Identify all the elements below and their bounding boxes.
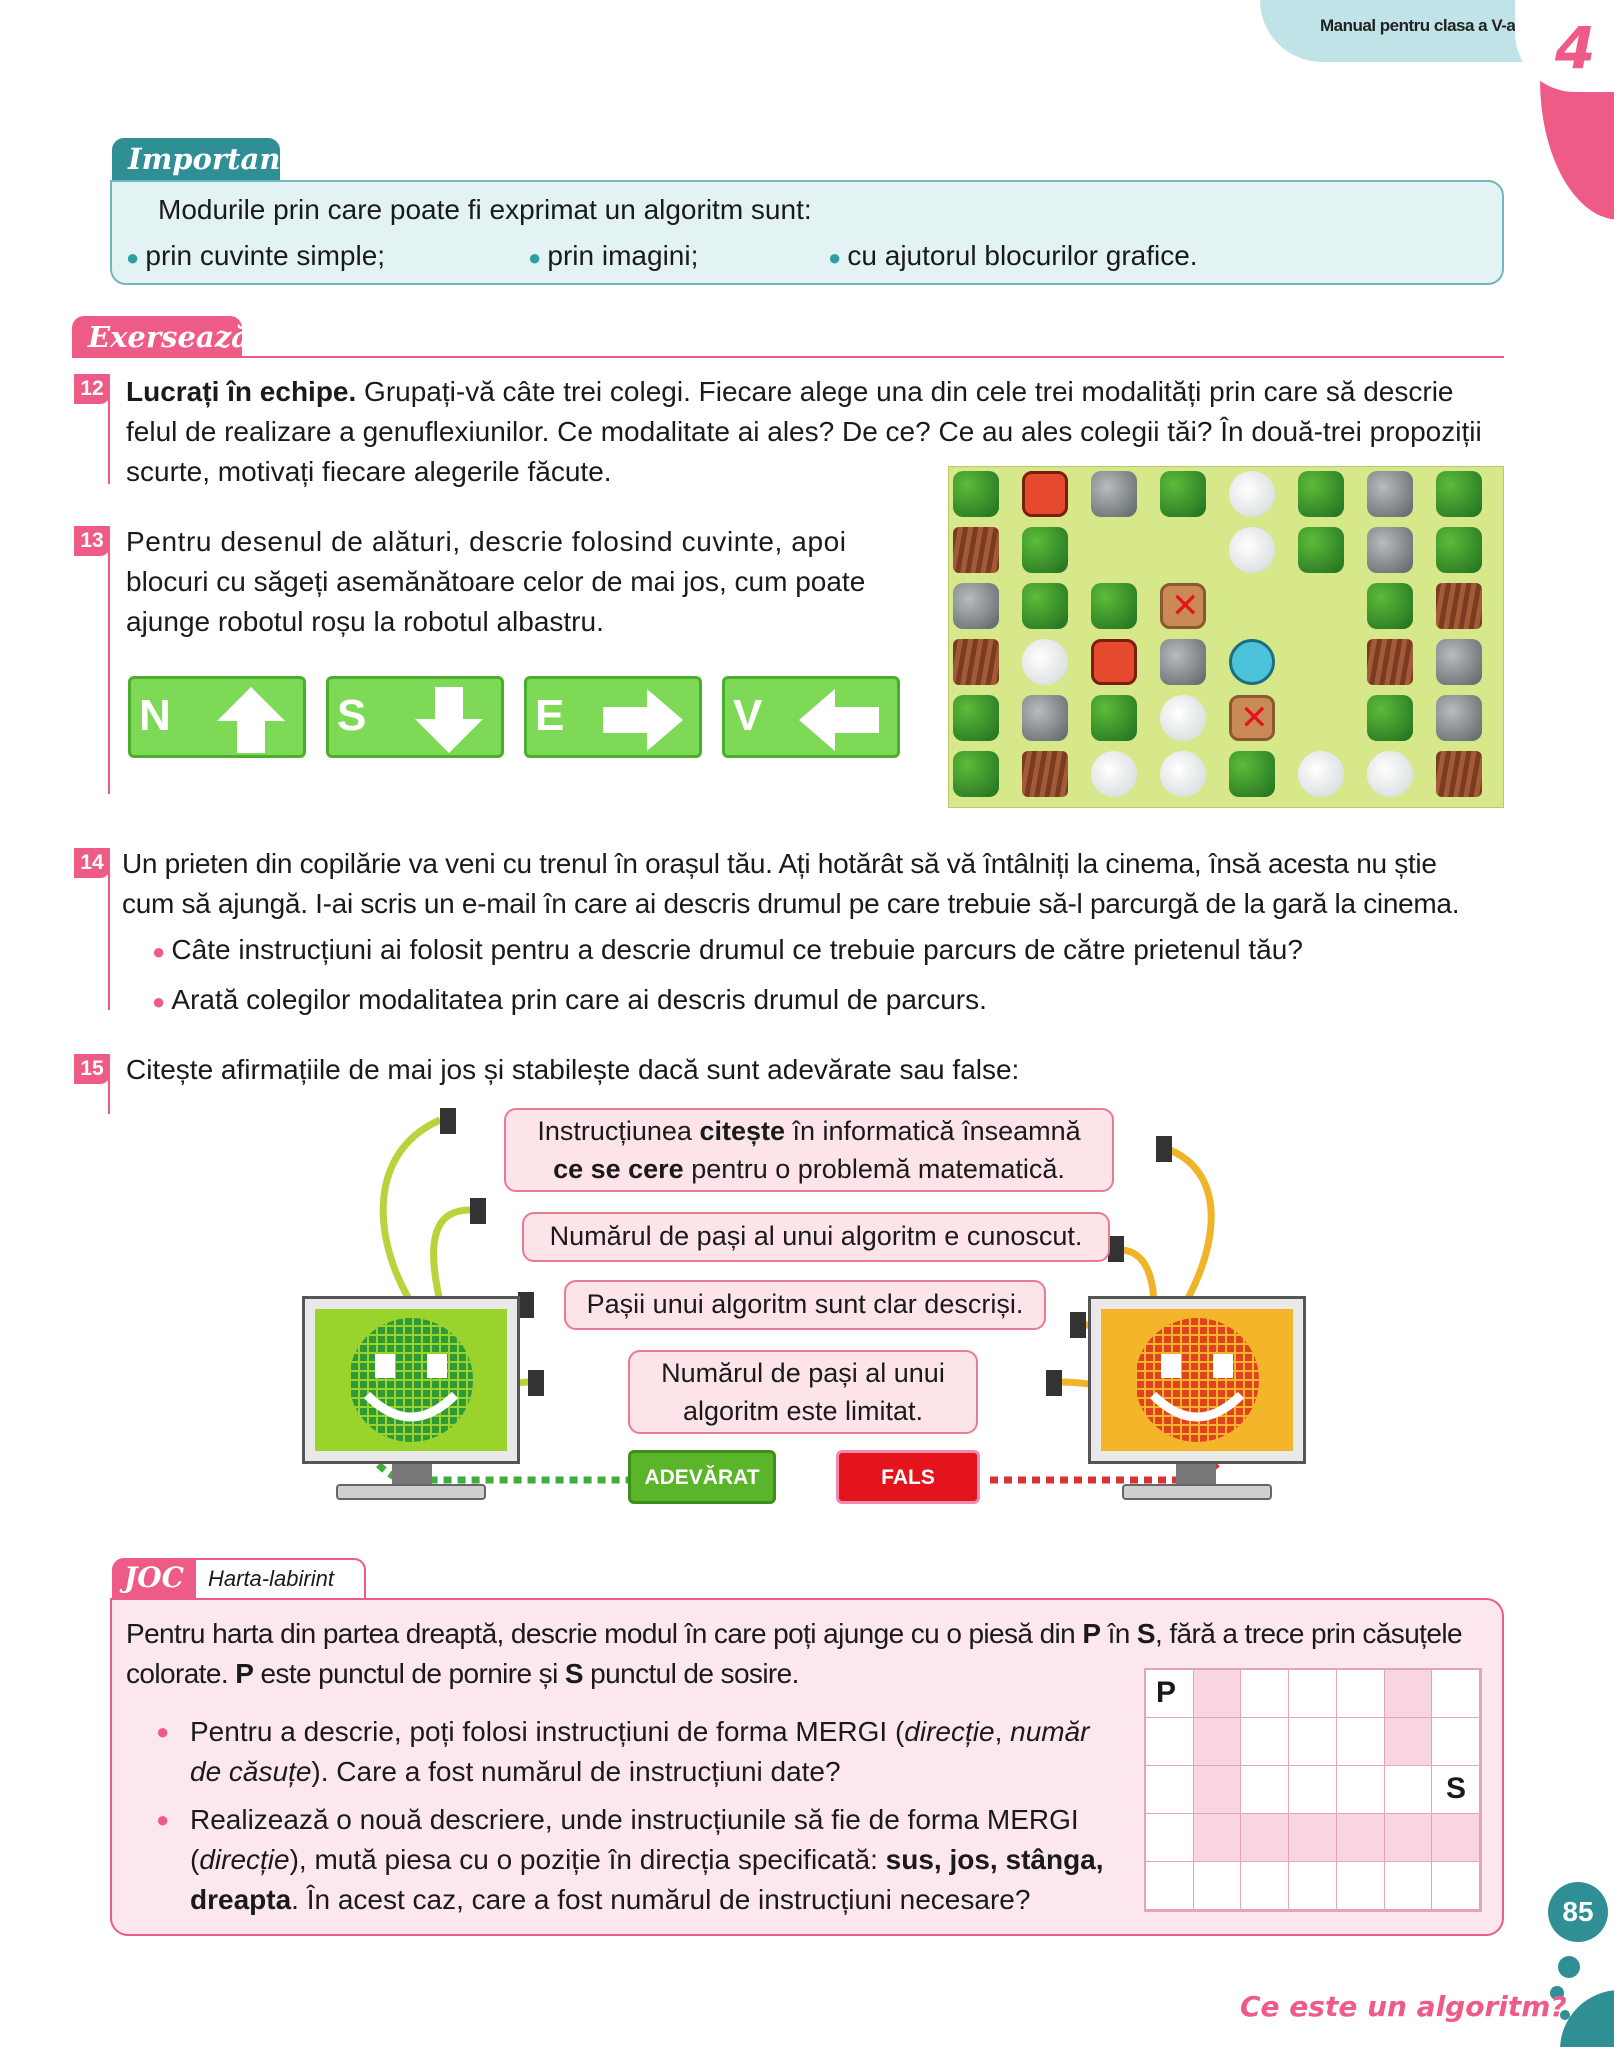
game-bullets: ● Pentru a descrie, poți folosi instrucțiuni de forma MERGI (direcție, număr de căsuțe). Care a fost numărul de instrucțiuni date? ● Realizează o nouă descriere, unde instrucțiunile să fie de forma MERGI (direcție), mută piesa cu o poziție în direcția specificată: sus, jos, stânga, dreapta. În acest caz, care a fost numărul de instrucțiuni necesare?	[156, 1712, 1128, 1920]
corner-decor	[1560, 1990, 1614, 2047]
bush-tile	[953, 471, 999, 517]
stone-tile	[953, 583, 999, 629]
statement-1[interactable]: Instrucțiunea citește în informatică înseamnă ce se cere pentru o problemă matematică.	[504, 1108, 1114, 1192]
stone-tile	[1160, 639, 1206, 685]
red-robot-icon	[1091, 639, 1137, 685]
block-west: V	[722, 676, 900, 758]
labyrinth-grid	[1144, 1668, 1482, 1912]
map-tile	[1367, 527, 1413, 573]
grid-cell	[1289, 1862, 1337, 1910]
chapter-number: 4	[1555, 14, 1596, 82]
grid-cell	[1432, 1862, 1480, 1910]
bullet-icon: ●	[156, 1807, 170, 1832]
bullet-icon: ●	[126, 245, 146, 270]
smiley-icon	[315, 1309, 507, 1451]
stone-tile	[1091, 471, 1137, 517]
grid-cell	[1337, 1814, 1385, 1862]
grid-cell	[1194, 1862, 1242, 1910]
monitor-happy-orange	[1088, 1296, 1306, 1464]
rock-tile	[1229, 471, 1275, 517]
grid-cell	[1385, 1814, 1433, 1862]
crate-tile: ✕	[1160, 583, 1206, 629]
important-item: ● prin cuvinte simple;	[126, 240, 386, 271]
grid-cell	[1241, 1670, 1289, 1718]
grid-cell	[1337, 1670, 1385, 1718]
exercise-13-text: Pentru desenul de alături, descrie folosind cuvinte, apoi blocuri cu săgeți asemănătoare celor de mai jos, cum poate ajunge robotul roșu la robotul albastru.	[126, 526, 866, 637]
smiley-icon	[1101, 1309, 1293, 1451]
exercise-number: 14	[74, 848, 110, 878]
important-label: Important	[112, 138, 280, 180]
rock-tile	[1160, 695, 1206, 741]
bush-tile	[1160, 471, 1206, 517]
bush-tile	[1298, 471, 1344, 517]
map-tile	[1229, 527, 1275, 573]
bullet-icon: ●	[156, 1719, 170, 1744]
exercise-bar	[108, 526, 110, 794]
important-intro: Modurile prin care poate fi exprimat un algoritm sunt:	[158, 194, 812, 225]
grid-cell	[1432, 1670, 1480, 1718]
rock-tile	[1160, 751, 1206, 797]
decor-dot	[1558, 1956, 1580, 1978]
bush-tile	[1022, 527, 1068, 573]
rock-tile	[1367, 751, 1413, 797]
map-tile	[1367, 471, 1413, 517]
grid-cell	[1241, 1862, 1289, 1910]
false-button[interactable]: FALS	[836, 1450, 980, 1504]
blue-robot-icon	[1229, 639, 1275, 685]
map-tile	[1298, 527, 1344, 573]
exercise-number: 13	[74, 526, 110, 556]
bush-tile	[1436, 527, 1482, 573]
crate-tile: ✕	[1229, 695, 1275, 741]
grid-cell	[1241, 1718, 1289, 1766]
important-item: ● prin imagini;	[528, 240, 699, 271]
section-title: Ce este un algoritm?	[1240, 1990, 1567, 2023]
stone-tile	[1436, 639, 1482, 685]
grid-cell	[1194, 1670, 1242, 1718]
bush-tile	[1229, 751, 1275, 797]
red-robot-icon	[1022, 471, 1068, 517]
exercise-12-text: Lucrați în echipe. Grupați-vă câte trei colegi. Fiecare alege una din cele trei modalități prin care să descrie felul de realizare a genuflexiunilor. Ce modalitate ai ales? De ce? Ce au ales colegii tăi? În două-trei propoziții scurte, motivați fiecare alegerile făcute.	[126, 376, 1482, 487]
exercise-15-intro: Citește afirmațiile de mai jos și stabilește dacă sunt adevărate sau false:	[126, 1054, 1020, 1085]
rock-tile	[1091, 751, 1137, 797]
grid-start-label: P	[1156, 1676, 1177, 1709]
section-divider	[72, 356, 1504, 358]
grid-cell	[1432, 1718, 1480, 1766]
statement-4[interactable]: Numărul de pași al unui algoritm este limitat.	[628, 1350, 978, 1434]
exercise-number: 12	[74, 374, 110, 404]
bush-tile	[1091, 695, 1137, 741]
important-box	[110, 180, 1504, 285]
game-title: Harta-labirint	[194, 1558, 366, 1598]
important-item: ● cu ajutorul blocurilor grafice.	[828, 240, 1198, 271]
exercise-section-label: Exersează!	[72, 316, 242, 358]
bush-tile	[1091, 583, 1137, 629]
stone-tile	[1022, 695, 1068, 741]
grid-cell	[1337, 1862, 1385, 1910]
grid-cell	[1146, 1718, 1194, 1766]
grid-cell	[1432, 1814, 1480, 1862]
arrow-left-icon	[797, 685, 883, 755]
page-number: 85	[1548, 1882, 1608, 1942]
stone-tile	[1436, 695, 1482, 741]
bullet-icon: ●	[828, 245, 848, 270]
grid-cell	[1194, 1718, 1242, 1766]
rock-tile	[1022, 639, 1068, 685]
bush-tile	[953, 751, 999, 797]
grid-cell	[1385, 1766, 1433, 1814]
exercise-bar	[108, 1054, 110, 1114]
grid-cell	[1289, 1814, 1337, 1862]
bush-tile	[1367, 583, 1413, 629]
grid-cell	[1146, 1862, 1194, 1910]
monitor-base	[336, 1484, 486, 1500]
trunk-tile	[1436, 583, 1482, 629]
monitor-stand	[1176, 1464, 1216, 1484]
rock-tile	[1298, 751, 1344, 797]
grid-end-label: S	[1446, 1772, 1467, 1805]
bush-tile	[1436, 471, 1482, 517]
grid-cell	[1146, 1814, 1194, 1862]
game-label: JOC	[112, 1558, 194, 1598]
statement-3[interactable]: Pașii unui algoritm sunt clar descriși.	[564, 1280, 1046, 1330]
grid-cell	[1337, 1766, 1385, 1814]
manual-title: Manual pentru clasa a V-a	[1320, 16, 1516, 35]
grid-cell	[1194, 1814, 1242, 1862]
exercise-number: 15	[74, 1054, 110, 1084]
arrow-down-icon	[411, 685, 487, 755]
trunk-tile	[953, 527, 999, 573]
grid-cell	[1385, 1670, 1433, 1718]
grid-cell	[1289, 1670, 1337, 1718]
exercise-14-bullets: ● Câte instrucțiuni ai folosit pentru a descrie drumul ce trebuie parcurs de către prietenul tău? ● Arată colegilor modalitatea prin care ai descris drumul de parcurs.	[152, 934, 1303, 1015]
grid-cell	[1385, 1718, 1433, 1766]
bush-tile	[1022, 583, 1068, 629]
grid-cell	[1241, 1814, 1289, 1862]
grid-cell	[1385, 1862, 1433, 1910]
statement-2[interactable]: Numărul de pași al unui algoritm e cunoscut.	[522, 1212, 1110, 1262]
grid-cell	[1241, 1766, 1289, 1814]
trunk-tile	[953, 639, 999, 685]
block-south: S	[326, 676, 504, 758]
bush-tile	[1367, 695, 1413, 741]
bullet-icon: ●	[152, 939, 172, 964]
monitor-base	[1122, 1484, 1272, 1500]
grid-cell	[1194, 1766, 1242, 1814]
trunk-tile	[1367, 639, 1413, 685]
block-north: N	[128, 676, 306, 758]
grid-cell	[1289, 1718, 1337, 1766]
monitor-stand	[392, 1464, 432, 1484]
exercise-bar	[108, 848, 110, 1010]
game-intro: Pentru harta din partea dreaptă, descrie modul în care poți ajunge cu o piesă din P în S, fără a trece prin căsuțele colorate. P este punctul de pornire și S punctul de sosire.	[126, 1618, 1462, 1689]
trunk-tile	[1436, 751, 1482, 797]
arrow-up-icon	[213, 685, 289, 755]
arrow-right-icon	[599, 685, 685, 755]
block-east: E	[524, 676, 702, 758]
bullet-icon: ●	[528, 245, 548, 270]
bush-tile	[953, 695, 999, 741]
grid-cell	[1337, 1718, 1385, 1766]
true-button[interactable]: ADEVĂRAT	[628, 1450, 776, 1504]
exercise-bar	[108, 374, 110, 484]
grid-cell	[1289, 1766, 1337, 1814]
monitor-happy-green	[302, 1296, 520, 1464]
bullet-icon: ●	[152, 989, 172, 1014]
trunk-tile	[1022, 751, 1068, 797]
robot-map	[948, 466, 1504, 808]
exercise-14-text: Un prieten din copilărie va veni cu trenul în orașul tău. Ați hotărât să vă întâlniți la cinema, însă acesta nu știe cum să ajungă. I-ai scris un e-mail în care ai descris drumul pe care trebuie să-l parcurgă de la gară la cinema.	[122, 848, 1460, 919]
grid-cell	[1146, 1766, 1194, 1814]
